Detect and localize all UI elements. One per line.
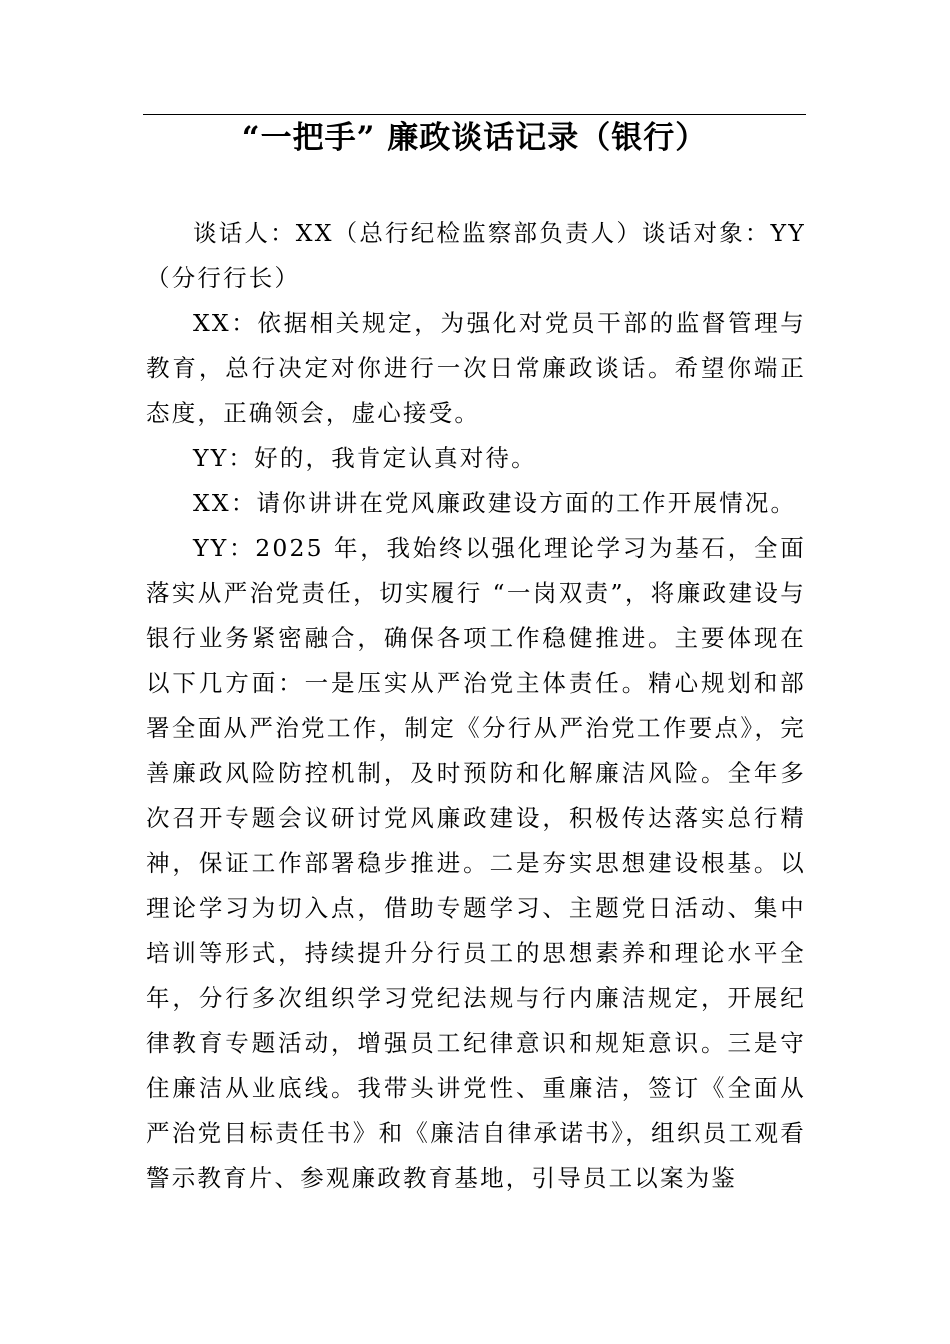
paragraph-yy-reply: YY：好的，我肯定认真对待。 xyxy=(193,444,537,472)
paragraph-yy-report: YY：2025 年，我始终以强化理论学习为基石，全面落实从严治党责任，切实履行 “一岗双责”，将廉政建设与银行业务紧密融合，确保各项工作稳健推进。主要体现在以下几方面：一是压实从严治党主体责任。精心规划和部署全面从严治党工作，制定《分行从严治党工作要点》，完善廉政风险防控机制，及时预防和化解廉洁风险。全年多次召开专题会议研讨党风廉政建设，积极传达落实总行精神，保证工作部署稳步推进。二是夯实思想建设根基。以理论学习为切入点，借助专题学习、主题党日活动、集中培训等形式，持续提升分行员工的思想素养和理论水平全年，分行多次组织学习党纪法规与行内廉洁规定，开展纪律教育专题活动，增强员工纪律意识和规矩意识。三是守住廉洁从业底线。我带头讲党性、重廉洁，签订《全面从严治党目标责任书》和《廉洁自律承诺书》，组织员工观看警示教育片、参观廉政教育基地，引导员工以案为鉴 xyxy=(146,534,806,1192)
paragraph-xx-question: XX：请你讲讲在党风廉政建设方面的工作开展情况。 xyxy=(193,489,797,517)
document-title: “一把手” 廉政谈话记录（银行） xyxy=(241,120,708,156)
paragraph-participants: 谈话人：XX（总行纪检监察部负责人）谈话对象：YY（分行行长） xyxy=(146,219,806,292)
document-body xyxy=(146,211,806,1201)
paragraph-xx-opening: XX：依据相关规定，为强化对党员干部的监督管理与教育，总行决定对你进行一次日常廉政谈话。希望你端正态度，正确领会，虚心接受。 xyxy=(146,309,806,427)
header-rule xyxy=(143,114,806,115)
